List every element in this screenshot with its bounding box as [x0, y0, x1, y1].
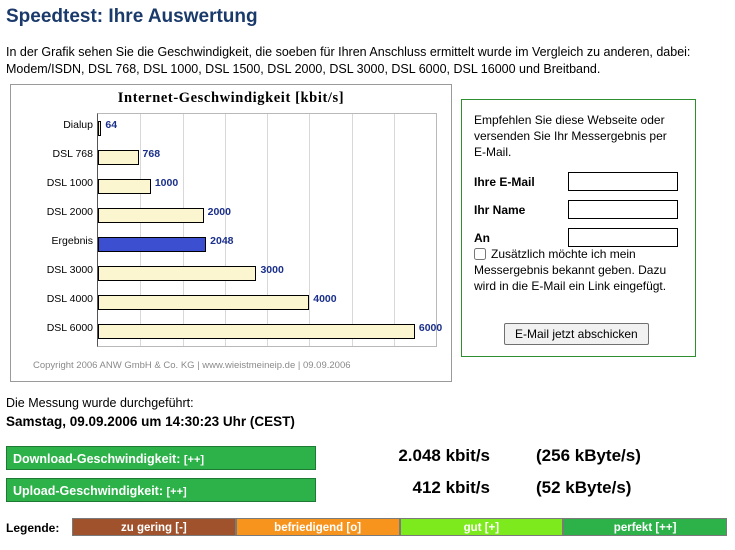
chart-bar-row: [98, 259, 436, 288]
chart-bar-row: [98, 172, 436, 201]
publish-result-label: Zusätzlich möchte ich mein Messergebnis bekannt geben. Dazu wird in die E-Mail ein Link eingefügt.: [474, 247, 667, 293]
recipient-field-label: An: [474, 231, 490, 245]
upload-result-bar: [6, 478, 316, 502]
upload-speed: 412 kbit/s: [412, 478, 490, 497]
chart-bar: [98, 208, 204, 223]
chart-bar-value: 1000: [154, 177, 179, 189]
publish-result-checkbox[interactable]: [474, 248, 486, 260]
recipient-field[interactable]: [568, 228, 678, 247]
send-email-button[interactable]: E-Mail jetzt abschicken: [504, 323, 649, 345]
publish-result-checkbox-row: [474, 246, 682, 294]
chart-category-label: DSL 4000: [46, 293, 93, 305]
upload-bytes: (52 kByte/s): [536, 478, 632, 497]
download-speed: 2.048 kbit/s: [398, 446, 490, 465]
chart-bar-value: 3000: [260, 264, 284, 276]
download-result-grade: [++]: [183, 454, 205, 466]
legend-segment: perfekt [++]: [563, 518, 727, 536]
chart-category-label: DSL 3000: [46, 264, 93, 276]
chart-bar: [98, 179, 151, 194]
email-field-label: Ihre E-Mail: [474, 175, 535, 189]
chart-bar-value: 64: [105, 119, 118, 131]
chart-bar-row: [98, 201, 436, 230]
chart-bar-row: [98, 288, 436, 317]
chart-bar-value: 2000: [207, 206, 231, 218]
upload-result-label: Upload-Geschwindigkeit:: [13, 484, 164, 498]
download-bytes: (256 kByte/s): [536, 446, 641, 465]
legend-label: Legende:: [6, 521, 60, 535]
chart-title: Internet-Geschwindigkeit [kbit/s]: [117, 90, 345, 106]
chart-category-label: DSL 6000: [46, 322, 93, 334]
chart-bar: [98, 324, 415, 339]
chart-bar-row: [98, 114, 436, 143]
page-title: Speedtest: Ihre Auswertung: [6, 6, 258, 27]
download-result-bar: [6, 446, 316, 470]
chart-bar-value: 768: [142, 148, 161, 160]
chart-bar-value: 2048: [210, 235, 234, 247]
chart-bar: [98, 150, 139, 165]
email-field[interactable]: [568, 172, 678, 191]
upload-result-grade: [++]: [166, 486, 187, 498]
legend-segment: gut [+]: [400, 518, 564, 536]
measurement-timestamp: Samstag, 09.09.2006 um 14:30:23 Uhr (CEST): [6, 414, 295, 429]
name-field[interactable]: [568, 200, 678, 219]
chart-copyright: Copyright 2006 ANW GmbH & Co. KG | www.wieistmeineip.de | 09.09.2006: [33, 360, 351, 371]
legend-segment: zu gering [-]: [72, 518, 236, 536]
chart-plot-area: [97, 113, 443, 347]
chart-bar: [98, 295, 309, 310]
chart-category-label: Dialup: [63, 119, 93, 131]
chart-bar-value: 4000: [313, 293, 337, 305]
chart-bar-row: [98, 230, 436, 259]
chart-bar: [98, 237, 206, 252]
download-result-label: Download-Geschwindigkeit:: [13, 452, 181, 466]
chart-bar: [98, 121, 101, 136]
chart-panel: [10, 84, 452, 382]
chart-category-label: Ergebnis: [51, 235, 93, 247]
chart-category-label: DSL 768: [52, 148, 93, 160]
chart-bar-row: [98, 143, 436, 172]
measurement-intro: Die Messung wurde durchgeführt:: [6, 396, 194, 410]
email-panel: [461, 99, 696, 357]
chart-category-label: DSL 2000: [46, 206, 93, 218]
name-field-label: Ihr Name: [474, 203, 526, 217]
legend-segment: befriedigend [o]: [236, 518, 400, 536]
chart-bar-value: 6000: [418, 322, 443, 334]
chart-bar-row: [98, 317, 443, 346]
intro-text: In der Grafik sehen Sie die Geschwindigkeit, die soeben für Ihren Anschluss ermittelt wurde im Vergleich zu anderen, dabei: Modem/ISDN, DSL 768, DSL 1000, DSL 1500, DSL 2000, DSL 3000, DSL 6000, DSL 16000 und Breitband.: [6, 45, 691, 76]
chart-category-label: DSL 1000: [46, 177, 93, 189]
chart-bar: [98, 266, 256, 281]
email-panel-intro: Empfehlen Sie diese Webseite oder versenden Sie Ihr Messergebnis per E-Mail.: [474, 113, 667, 159]
